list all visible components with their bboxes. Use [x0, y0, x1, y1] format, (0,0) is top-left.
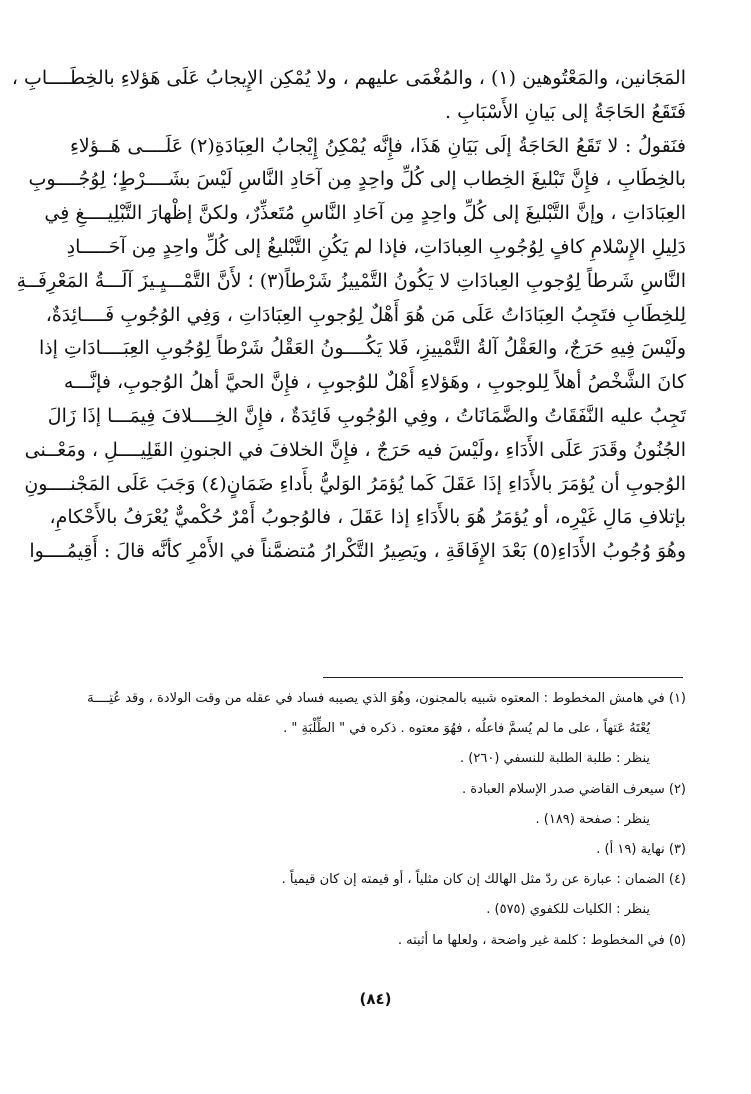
main-text-line: بالخِطَابِ ، فإِنَّ تَبْليغَ الخِطاب إلى كُلِّ واحِدٍ مِن آحَادِ النَّاسِ لَيْسَ بشَــــرْطٍ؛ لِوُجُــــوبِ	[28, 168, 686, 191]
footnote-4: (٤) الضمان : عبارة عن ردّ مثل الهالك إن كان مثلياً ، أو قيمته إن كان قيمياً .	[281, 872, 686, 888]
main-text-line: ولَيْسَ فِيهِ حَرَجٌ، والعَقْلُ آلةُ التَّمْييزِ، فَلا يَكُــــونُ العَقْلُ شَرْطاً لِوُجُوبِ العِبَــــادَاتِ إذا	[38, 337, 686, 360]
footnote-4-reference: ينظر : الكليات للكفوي (٥٧٥) .	[486, 902, 650, 918]
main-text-line: لِلخِطَابِ فتَجِبُ العِبَادَاتُ عَلَى مَن هُوَ أَهْلٌ لِوُجوبِ العِبَادَاتِ ، وَفِي الوُجُوبِ فَــــائِدَةٌ،	[45, 303, 686, 326]
footnote-2-reference: ينظر : صفحة (١٨٩) .	[535, 811, 650, 827]
footnotes-section	[70, 684, 686, 956]
footnote-5: (٥) في المخطوط : كلمة غير واضحة ، ولعلها ما أثبته .	[397, 932, 686, 948]
main-text-line: دَلِيلِ الإِسْلامِ كافٍ لِوُجُوبِ العِبادَاتِ، فإذا لم يَكُنِ التَّبْليغُ إلى كُلِّ واحِدٍ مِن آحَـــــادِ	[66, 235, 686, 258]
footnote-2: (٢) سيعرف القاضي صدر الإسلام العبادة .	[462, 781, 686, 797]
main-text-line: كانَ الشَّخْصُ أهلاً لِلوجوبِ ، وهَؤلاءِ أَهْلٌ للوُجوبِ ، فإِنَّ الحيَّ أهلُ الوُجوبِ، فإنَّـــه	[63, 371, 686, 394]
main-text-line: الوُجوبِ أن يُؤمَرَ بالأَدَاءِ إذَا عَقَلَ كَما يُؤمَرُ الوَليُّ بأَداءِ ضَمَانٍ(٤) وَجَبَ عَلَى المَجْنــــونِ	[24, 472, 686, 495]
main-text-line: فنَقولُ : لا تَقَعُ الحَاجَةُ إلَى بَيَانِ هَذَا، فإِنَّه يُمْكِنُ إِيْجابُ العِبَادَةِ(٢) عَلَــــى هَــؤلاءِ	[70, 134, 686, 157]
footnote-1-continuation: يُعْتَهُ عَتهاً ، على ما لم يُسمَّ فاعلُه ، فهُوَ معتوه . ذكره في " الطِّلْبَةِ " .	[283, 721, 650, 737]
main-text-line: النَّاسِ شَرطاً لِوُجوبِ العِبادَاتِ لا يَكُونُ التَّمْييزُ شَرْطاً(٣) ؛ لأَنَّ التَّمْـــيِـيزَ آلَـــةُ المَعْرِفَــةِ	[16, 269, 686, 292]
footnote-1-reference: ينظر : طلبة الطلبة للنسفي (٢٦٠) .	[460, 751, 650, 767]
main-text-line: الجُنُونُ وقَدَرَ عَلَى الأَدَاءِ ،ولَيْسَ فيه حَرَجٌ ، فإِنَّ الخلافَ في الجنونِ القَلِيــــلِ ، ومَعْــنى	[24, 438, 686, 461]
main-text-line: المَجَانين، والمَعْتُوهين (١) ، والمُغْمَى عليهم ، ولا يُمْكِن الإِيجابُ عَلَى هَؤلاءِ بالخِطَــــابِ ،	[11, 67, 686, 89]
main-text-line: فَتَقَعُ الحَاجَةُ إلى بَيانِ الأَسْبَابِ .	[445, 100, 686, 123]
main-text-line: العِبَادَاتِ ، وإنَّ التَّبْليغَ إلى كُلِّ واحِدٍ مِن آحَادِ النَّاسِ مُتَعذِّرٌ، ولكنَّ إظْهارَ التَّبْلِيــــغِ فِي	[44, 202, 686, 225]
footnote-divider	[323, 677, 683, 678]
page-number: (٨٤)	[359, 990, 392, 1008]
footnote-1: (١) في هامش المخطوط : المعتوه شبيه بالمجنون، وهُوَ الذي يصيبه فساد في عقله من وقت الولادة ، وقد عُتِــــهَ	[87, 691, 686, 706]
footnote-3: (٣) نهاية (١٩ أ) .	[596, 841, 686, 857]
main-text-body	[11, 62, 686, 569]
main-text-line: بإتلافِ مَالِ غَيْرِه، أو يُؤمَرُ هُوَ بالأَدَاءِ إذا عَقَلَ ، فالوُجوبُ أَمْرٌ حُكْميٌّ يُعْرَفُ بالأَحْكامِ،	[49, 506, 686, 529]
main-text-line: وهُوَ وُجُوبُ الأَدَاءِ(٥) بَعْدَ الإِفَاقَةِ ، ويَصِيرُ التَّكْرارُ مُتضمَّناً في الأَمْرِ كأنَّه قالَ : أَقِيمُــــوا	[29, 540, 686, 563]
main-text-line: تَجِبُ عليه النَّفَقَاتُ والضَّمَانَاتُ ، وفِي الوُجُوبِ فَائِدَةٌ ، فإِنَّ الخِــــلافَ فِيمَـــا إذَا زَالَ	[47, 404, 686, 427]
